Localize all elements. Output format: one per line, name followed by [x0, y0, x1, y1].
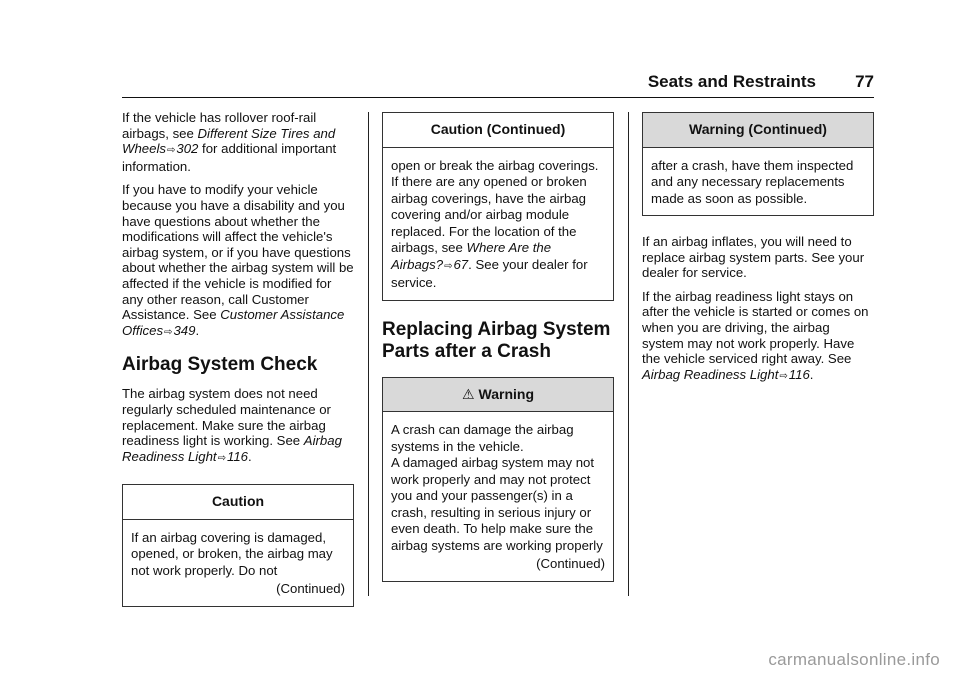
warning-continued-title: Warning (Continued)	[643, 113, 873, 148]
page-reference[interactable]: 116	[226, 448, 248, 464]
paragraph	[122, 182, 354, 340]
section-heading: Airbag System Check	[122, 354, 318, 376]
page-arrow-icon: ⇨	[164, 326, 173, 338]
warning-body	[383, 412, 613, 581]
watermark: carmanualsonline.info	[768, 650, 940, 669]
text: .	[809, 366, 814, 382]
column-divider	[368, 112, 369, 596]
text: . See your dealer for service.	[391, 256, 588, 291]
warning-title: Warning	[478, 385, 535, 402]
page-reference[interactable]: 349	[173, 322, 196, 338]
section-title: Seats and Restraints	[647, 72, 816, 91]
cross-reference-link[interactable]: Airbag Readiness Light	[122, 433, 342, 464]
paragraph	[122, 386, 354, 466]
column-2	[382, 110, 614, 582]
continued-label: (Continued)	[276, 581, 345, 597]
header-rule	[122, 97, 874, 98]
page-arrow-icon: ⇨	[217, 452, 226, 464]
text: .	[195, 322, 200, 338]
caution-body	[123, 520, 353, 606]
paragraph	[122, 110, 354, 174]
column-3	[642, 110, 874, 392]
caution-text: If an airbag covering is damaged, opened, or broken, the airbag may not work properly. Do not	[131, 529, 333, 578]
warning-continued-body	[643, 148, 873, 216]
cross-reference-link[interactable]: Customer Assistance Offices	[122, 307, 345, 338]
text: open or break the airbag coverings. If there are any opened or broken airbag coverings, have the airbag covering and/or airbag module replaced. For the location of the airbags, see	[391, 157, 599, 256]
warning-icon: ⚠	[461, 385, 475, 402]
warning-text: A crash can damage the airbag systems in the vehicle.	[391, 422, 574, 454]
caution-continued-title: Caution (Continued)	[383, 113, 613, 148]
text: The airbag system does not need regularly scheduled maintenance or replacement. Make sure the airbag readiness light is working. See	[122, 386, 331, 449]
caution-continued-body	[383, 148, 613, 300]
page-number: 77	[855, 72, 874, 91]
column-divider	[628, 112, 629, 596]
cross-reference-link[interactable]: Airbag Readiness Light	[642, 366, 779, 382]
page-reference[interactable]: 116	[788, 366, 810, 382]
cross-reference-link[interactable]: Where Are the Airbags?	[391, 240, 552, 272]
caution-title: Caution	[123, 485, 353, 520]
text: If you have to modify your vehicle because you have a disability and you have questions about whether the modifications will affect the vehicle's airbag system, or if you have questions about whether the airbag system will be affected if the vehicle is modified for any other reason, call Customer Assistance. See	[122, 182, 354, 323]
page-arrow-icon: ⇨	[779, 370, 788, 382]
page-reference[interactable]: 67	[453, 256, 469, 272]
cross-reference-link[interactable]: Different Size Tires and Wheels	[122, 125, 336, 157]
text: If the airbag readiness light stays on after the vehicle is started or comes on when you are driving, the airbag system may not work properly. Have the vehicle serviced right away. See	[642, 288, 869, 367]
page-reference[interactable]: 302	[176, 141, 199, 157]
column-1	[122, 110, 354, 607]
page-arrow-icon: ⇨	[166, 145, 176, 157]
warning-continued-box	[642, 112, 874, 216]
paragraph	[642, 289, 874, 385]
text: for additional important information.	[122, 141, 337, 174]
continued-label: (Continued)	[536, 556, 605, 572]
paragraph: If an airbag inflates, you will need to replace airbag system parts. See your dealer for service.	[642, 234, 865, 281]
section-heading: Replacing Airbag System Parts after a Crash	[382, 318, 611, 362]
text: .	[248, 448, 252, 464]
warning-title-bar	[383, 378, 613, 413]
caution-box	[122, 484, 354, 607]
warning-text: after a crash, have them inspected and any necessary replacements made as soon as possible.	[651, 157, 854, 206]
text: If the vehicle has rollover roof-rail airbags, see	[122, 110, 317, 141]
warning-box	[382, 377, 614, 582]
caution-text	[391, 158, 605, 292]
warning-text: A damaged airbag system may not work properly and may not protect you and your passenger(s) in a crash, resulting in serious injury or even death. To help make sure the airbag systems are working properly	[391, 455, 603, 553]
caution-continued-box	[382, 112, 614, 301]
page-arrow-icon: ⇨	[444, 260, 453, 272]
